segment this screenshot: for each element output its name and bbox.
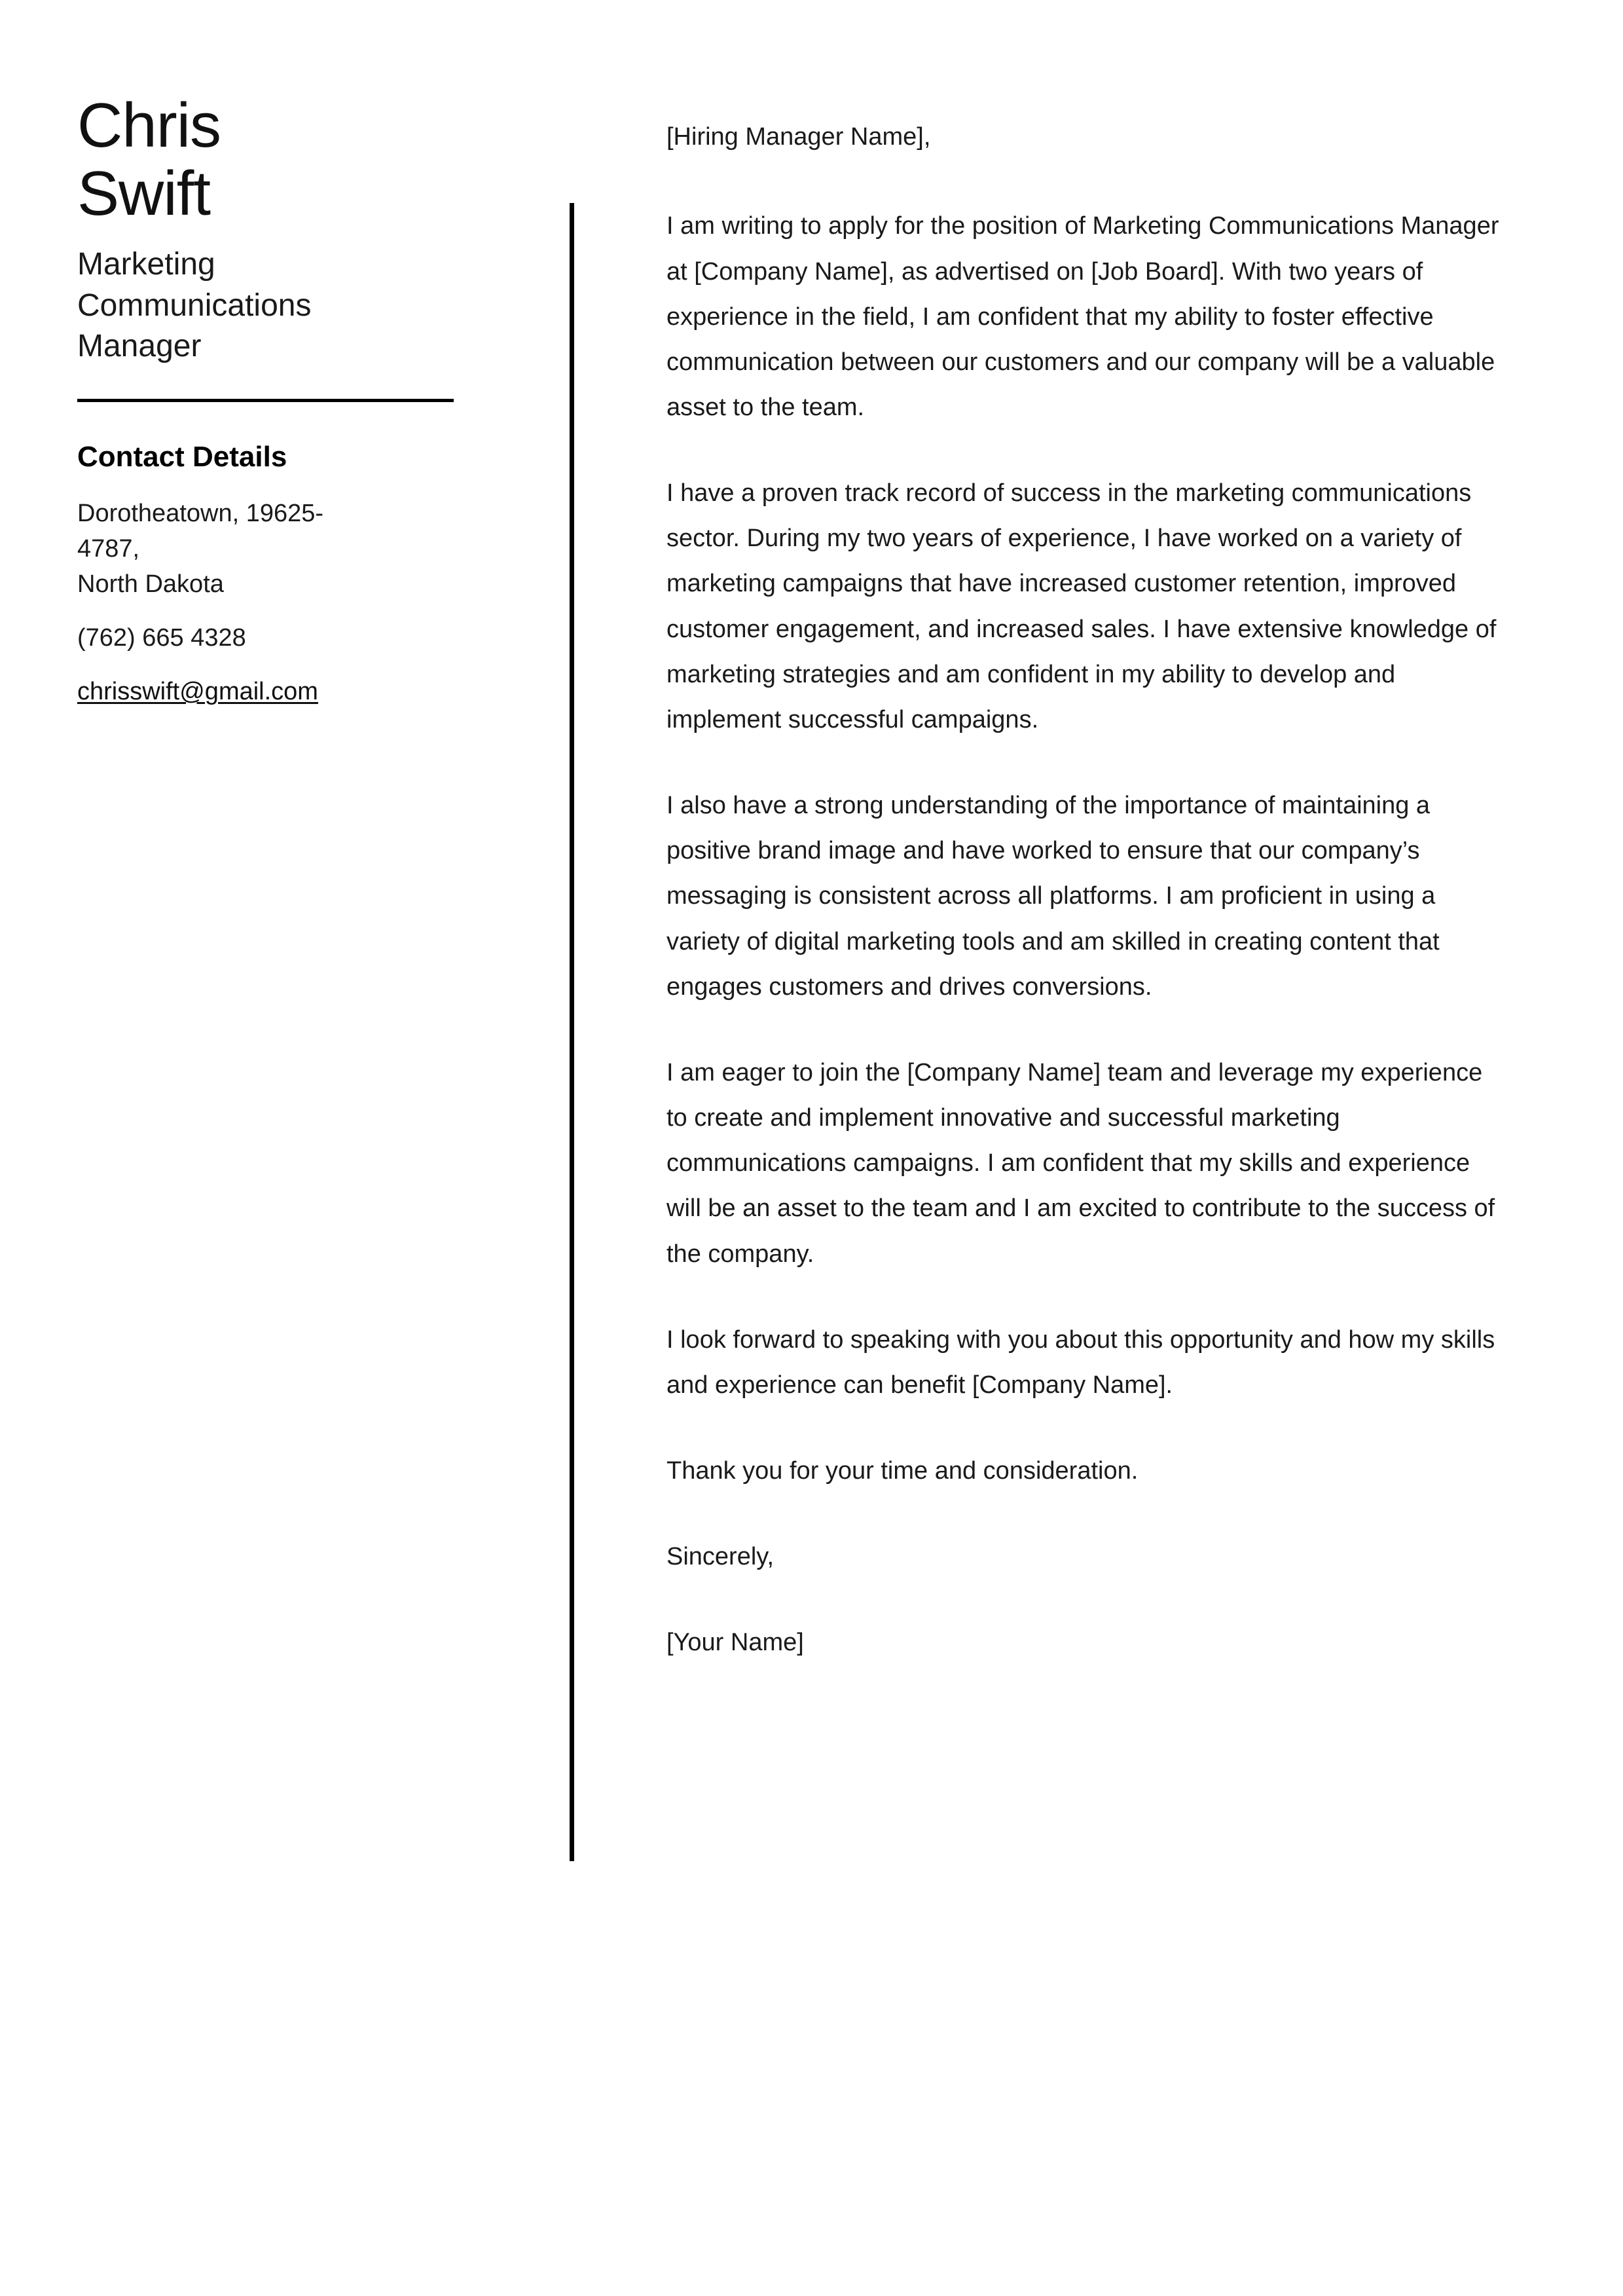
vertical-divider bbox=[570, 203, 574, 1861]
contact-phone: (762) 665 4328 bbox=[77, 624, 246, 652]
letter-salutation: [Hiring Manager Name], bbox=[666, 123, 931, 151]
letter-paragraph-5: I look forward to speaking with you about this opportunity and how my skills and experience can benefit [Company Name]. bbox=[666, 1325, 1495, 1399]
last-name: Swift bbox=[77, 158, 211, 229]
letter-paragraph-6: Thank you for your time and consideration. bbox=[666, 1456, 1139, 1485]
letter-paragraph-3: I also have a strong understanding of the importance of maintaining a positive brand image and have worked to ensure that our company’s messaging is consistent across all platforms. I am proficient in using a variety of digital marketing tools and am skilled in creating content that engages customers and drives conversions. bbox=[666, 792, 1440, 1001]
job-title: Marketing Communications Manager bbox=[77, 247, 312, 364]
letter-paragraph-4: I am eager to join the [Company Name] team and leverage my experience to create and implement innovative and successful marketing communications campaigns. I am confident that my skills and experience will be an asset to the team and I am excited to contribute to the success of the company. bbox=[666, 1058, 1495, 1268]
email-link[interactable]: chrisswift@gmail.com bbox=[77, 678, 318, 706]
letter-body bbox=[666, 115, 1499, 1665]
sidebar-divider-rule bbox=[77, 399, 454, 402]
letter-paragraph-1: I am writing to apply for the position of Marketing Communications Manager at [Company Name], as advertised on [Job Board]. With two years of experience in the field, I am confident that my ability to foster effective communication between our customers and our company will be a valuable asset to the team. bbox=[666, 212, 1499, 422]
sidebar bbox=[77, 92, 470, 710]
address-line-1: Dorotheatown, 19625-4787, bbox=[77, 500, 324, 563]
contact-details-heading: Contact Details bbox=[77, 440, 287, 473]
contact-details-list bbox=[77, 496, 470, 710]
letter-paragraph-2: I have a proven track record of success in the marketing communications sector. During my two years of experience, I have worked on a variety of marketing campaigns that have increased customer retention, improved customer engagement, and increased sales. I have extensive knowledge of marketing strategies and am confident in my ability to develop and implement successful campaigns. bbox=[666, 479, 1497, 733]
first-name: Chris bbox=[77, 90, 221, 160]
letter-closing: Sincerely, bbox=[666, 1543, 775, 1571]
address-line-2: North Dakota bbox=[77, 570, 224, 599]
applicant-name bbox=[77, 92, 470, 227]
contact-email-item bbox=[77, 675, 385, 710]
letter-signature: [Your Name] bbox=[666, 1629, 804, 1657]
contact-address bbox=[77, 496, 385, 602]
